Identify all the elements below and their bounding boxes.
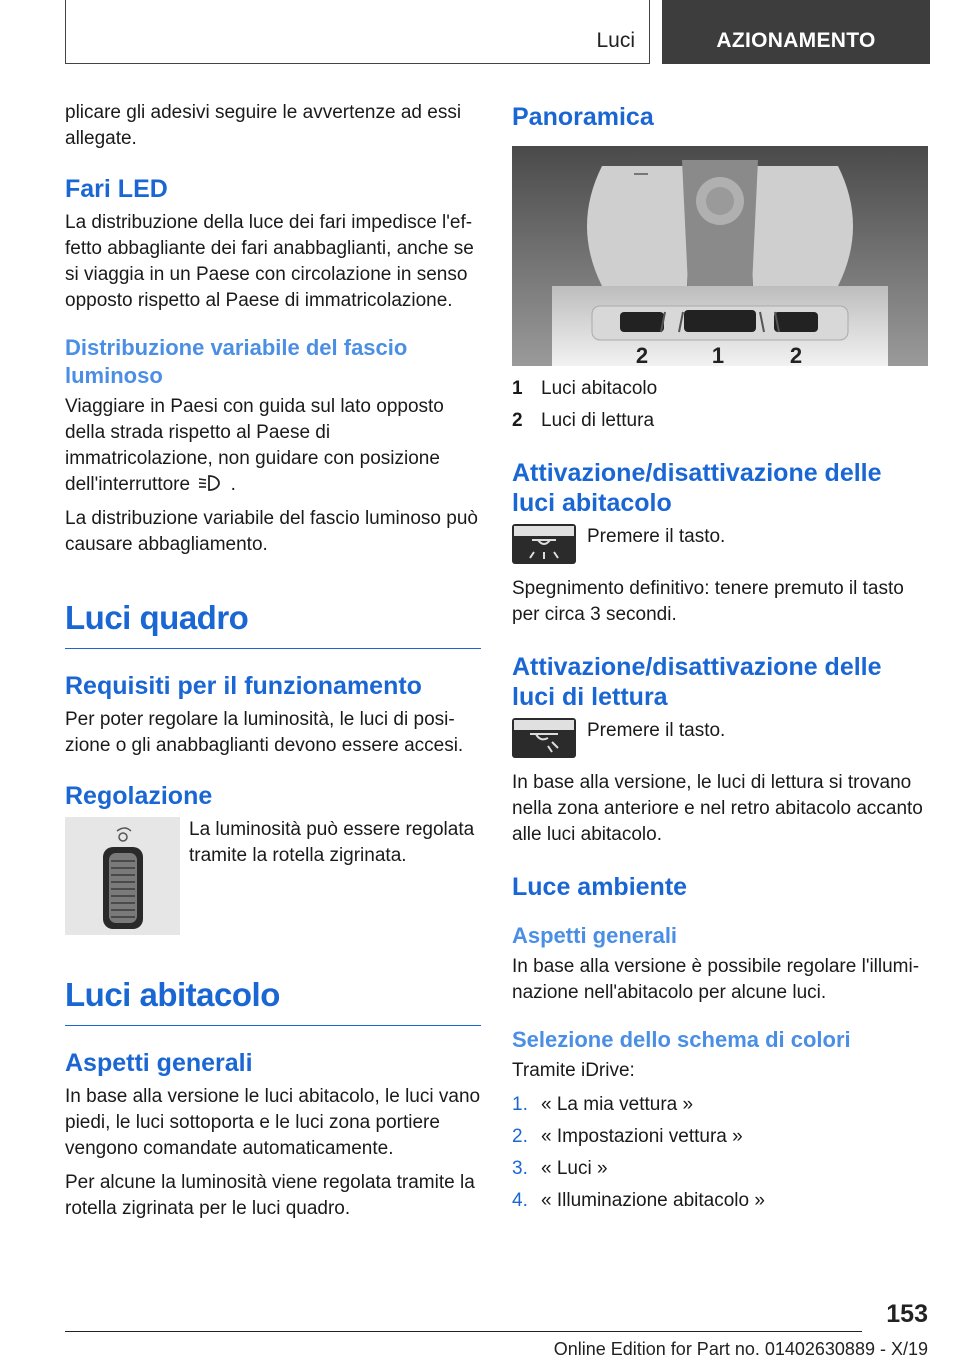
ambiente-generali-text: In base alla versione è possibile regolare l'illumi-nazione nell'abitacolo per alcune luci. (512, 956, 920, 1003)
requisiti-text: Per poter regolare la luminosità, le luci di posi-zione o gli anabbaglianti devono essere accesi. (65, 709, 464, 756)
att-lettura-text: In base alla versione, le luci di lettura si trovano nella zona anteriore e nel retro abitacolo accanto alle luci abitacolo. (512, 772, 923, 845)
intro-text: plicare gli adesivi seguire le avvertenze ad essi allegate. (65, 102, 462, 149)
interior-light-button-icon (512, 524, 576, 564)
photo-label-left: 2 (635, 343, 649, 366)
regolazione-heading: Regolazione (65, 782, 213, 810)
distribuzione-text: Viaggiare in Paesi con guida sul lato opposto della strada rispetto al Paese di immatricolazione, non guidare con posizione dell'interruttore . (65, 396, 444, 495)
att-abitacolo-heading: Attivazione/disattivazione delle luci abitacolo (512, 459, 882, 517)
legend-item: 2 Luci di lettura (512, 410, 655, 431)
panoramica-heading: Panoramica (512, 103, 654, 131)
fari-led-text: La distribuzione della luce dei fari impedisce l'ef-fetto abbagliante dei fari anabbaglianti, anche se si viaggia in un Paese con circolazione in senso opposto rispetto al Paese di immatricolazione. (65, 212, 474, 311)
att-lettura-heading: Attivazione/disattivazione delle luci di lettura (512, 653, 882, 711)
panoramica-legend (512, 376, 928, 434)
ambiente-generali-heading: Aspetti generali (512, 923, 678, 948)
distribuzione-heading: Distribuzione variabile del fascio luminoso (65, 335, 408, 388)
page-header (65, 0, 930, 64)
idrive-step: 3. « Luci » (512, 1158, 608, 1179)
att-lettura-key-row (512, 718, 928, 758)
idrive-intro: Tramite iDrive: (512, 1060, 635, 1081)
idrive-step: 2. « Impostazioni vettura » (512, 1126, 743, 1147)
overhead-console-illustration (512, 146, 928, 366)
page-number: 153 (886, 1300, 928, 1328)
regolazione-row (65, 817, 481, 935)
regolazione-text: La luminosità può essere regolata tramite la rotella zigrinata. (189, 819, 475, 866)
abitacolo-text-2: Per alcune la luminosità viene regolata tramite la rotella zigrinata per le luci quadro. (65, 1172, 475, 1219)
requisiti-heading: Requisiti per il funzionamento (65, 672, 422, 700)
reading-light-button-icon (512, 718, 576, 758)
footer-edition: Online Edition for Part no. 01402630889 - X/19 (553, 1339, 928, 1359)
distribuzione-warning: La distribuzione variabile del fascio luminoso può causare abbagliamento. (65, 508, 478, 555)
att-abitacolo-key-text: Premere il tasto. (587, 526, 726, 547)
photo-label-center: 1 (711, 343, 725, 366)
idrive-step: 1. « La mia vettura » (512, 1094, 694, 1115)
overhead-console-photo (512, 146, 928, 366)
luce-ambiente-heading: Luce ambiente (512, 873, 688, 901)
right-column (512, 100, 928, 1220)
luci-quadro-heading: Luci quadro (65, 598, 481, 649)
fari-led-heading: Fari LED (65, 175, 168, 203)
legend-item: 1 Luci abitacolo (512, 378, 658, 399)
dimmer-wheel-icon (65, 817, 180, 935)
att-abitacolo-text: Spegnimento definitivo: tenere premuto il tasto per circa 3 secondi. (512, 578, 904, 625)
idrive-steps (512, 1092, 928, 1214)
aspetti-generali-heading: Aspetti generali (65, 1049, 253, 1077)
footer-divider (65, 1331, 862, 1332)
left-column (65, 100, 481, 1230)
header-chapter-tab: AZIONAMENTO (662, 0, 930, 64)
headlight-switch-icon (195, 473, 225, 493)
att-abitacolo-key-row (512, 524, 928, 564)
photo-label-right: 2 (789, 343, 803, 366)
luci-abitacolo-heading: Luci abitacolo (65, 975, 481, 1026)
header-section-title: Luci (596, 29, 635, 52)
schema-colori-heading: Selezione dello schema di colori (512, 1027, 851, 1052)
att-lettura-key-text: Premere il tasto. (587, 720, 726, 741)
abitacolo-text-1: In base alla versione le luci abitacolo, le luci vano piedi, le luci sottoporta e le luci zona portiere vengono comandate automaticamente. (65, 1086, 481, 1159)
idrive-step: 4. « Illuminazione abitacolo » (512, 1190, 765, 1211)
header-section-box (65, 0, 650, 64)
